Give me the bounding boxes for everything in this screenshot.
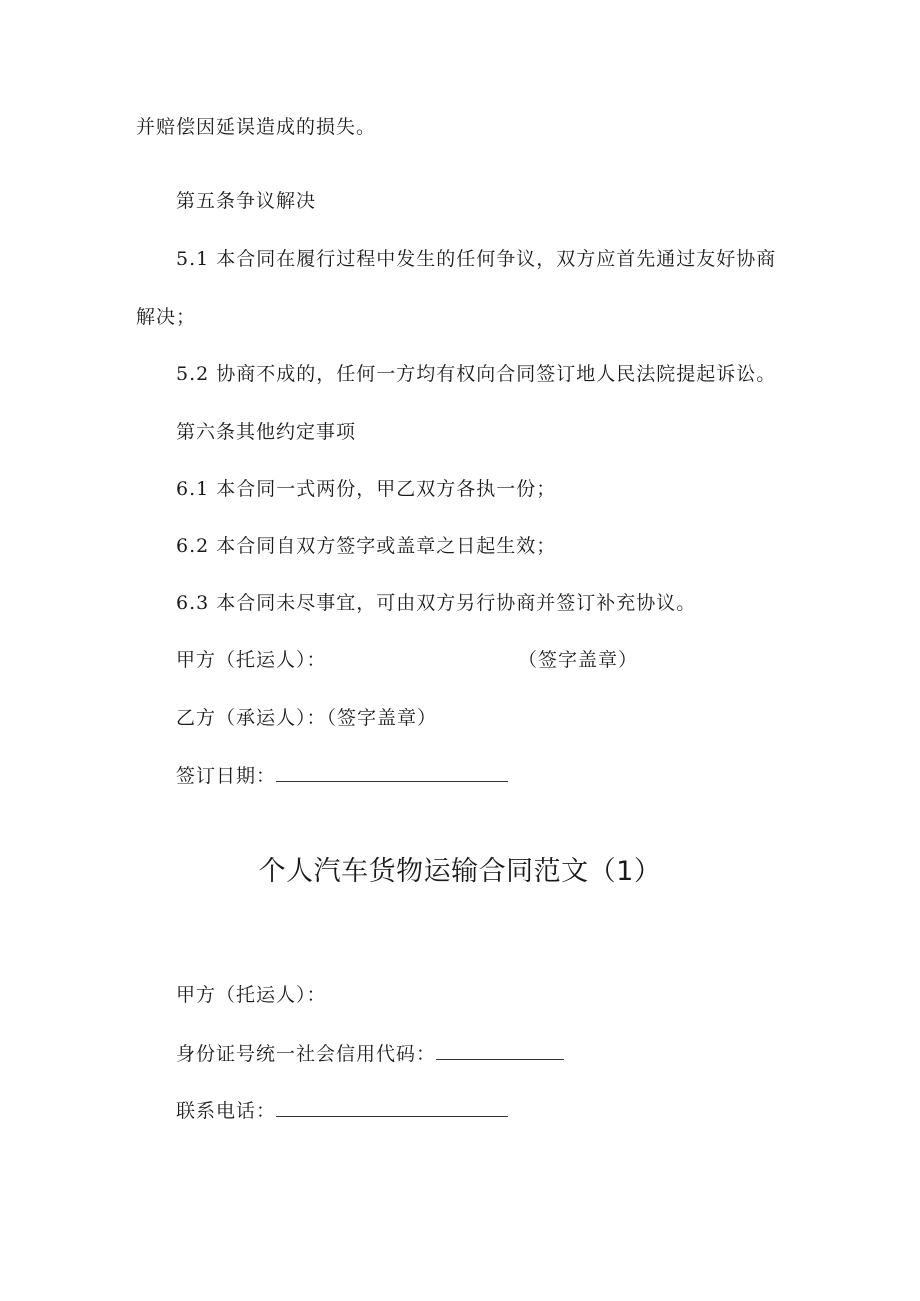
clause-6-1: 6.1 本合同一式两份，甲乙双方各执一份； [176, 478, 557, 500]
party-b-label: 乙方（承运人）： [176, 707, 327, 729]
contract-title: 个人汽车货物运输合同范文（1） [258, 856, 662, 887]
clause-5-2: 5.2 协商不成的，任何一方均有权向合同签订地人民法院提起诉讼。 [176, 363, 777, 385]
clause-6-2: 6.2 本合同自双方签字或盖章之日起生效； [176, 535, 557, 557]
id-code-label: 身份证号统一社会信用代码： [176, 1043, 437, 1065]
sign-date-label: 签订日期： [176, 765, 277, 787]
article-heading: 第六条其他约定事项 [176, 421, 357, 443]
phone-blank [276, 1098, 508, 1117]
clause-5-1-continued: 解决； [136, 306, 197, 328]
phone-label: 联系电话： [176, 1100, 277, 1122]
party-b-signature-line [176, 706, 437, 730]
article-heading: 第五条争议解决 [176, 190, 317, 212]
id-code-blank [436, 1041, 564, 1060]
id-code-line [176, 1041, 564, 1066]
phone-line [176, 1098, 508, 1123]
clause-5-1: 5.1 本合同在履行过程中发生的任何争议，双方应首先通过友好协商 [176, 248, 777, 270]
party-a-label-second: 甲方（托运人）： [176, 984, 327, 1006]
party-a-label: 甲方（托运人）： [176, 649, 327, 671]
sign-date-line [176, 763, 508, 788]
clause-6-3: 6.3 本合同未尽事宜，可由双方另行协商并签订补充协议。 [176, 592, 697, 614]
party-b-signature-note: （签字盖章） [326, 707, 438, 729]
paragraph-line: 并赔偿因延误造成的损失。 [136, 116, 377, 138]
sign-date-blank [276, 763, 508, 782]
party-a-signature-note: （签字盖章） [518, 649, 639, 671]
